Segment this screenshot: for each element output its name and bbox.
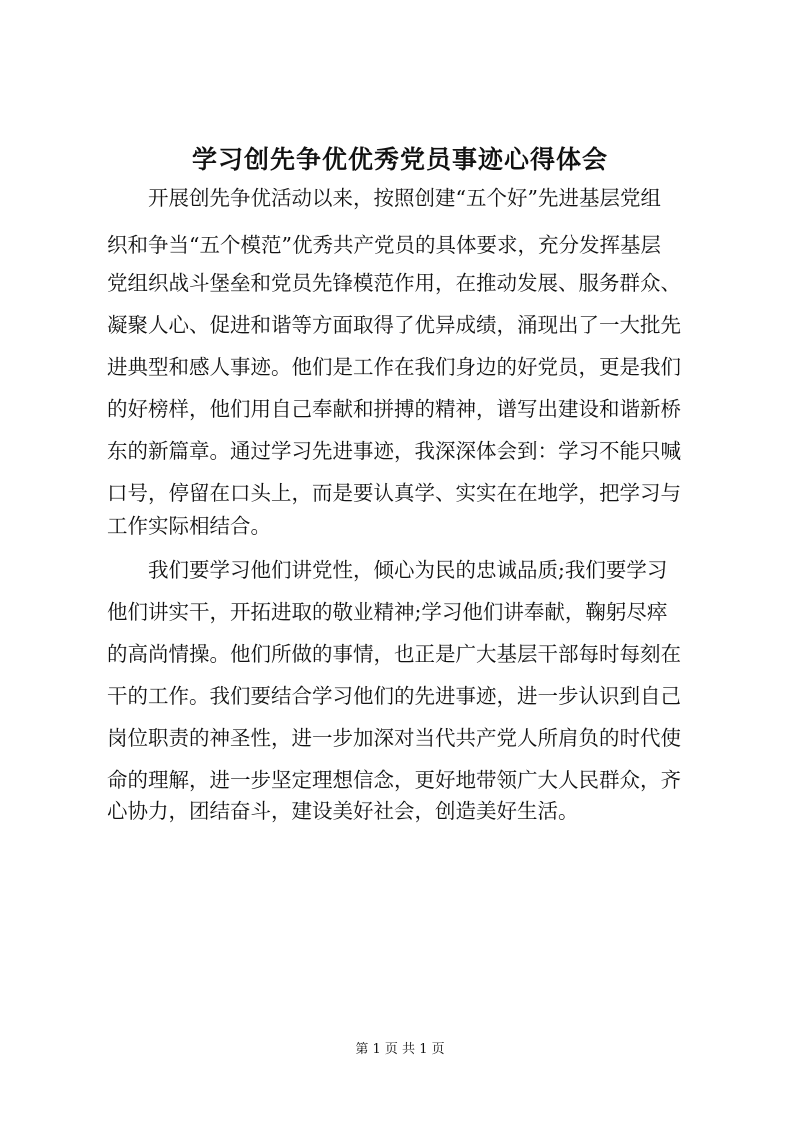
text-line: 岗位职责的神圣性，进一步加深对当代共产党人所肩负的时代使 [107, 726, 681, 750]
text-line: 织和争当“五个模范”优秀共产党员的具体要求，充分发挥基层 [107, 233, 661, 257]
page-title: 学习创先争优优秀党员事迹心得体会 [191, 145, 608, 174]
text-line: 东的新篇章。通过学习先进事迹，我深深体会到：学习不能只喊 [107, 439, 681, 463]
text-line: 党组织战斗堡垒和党员先锋模范作用，在推动发展、服务群众、 [107, 271, 681, 295]
text-line: 的好榜样，他们用自己奉献和拼搏的精神，谱写出建设和谐新桥 [107, 397, 681, 421]
page-footer: 第 1 页 共 1 页 [355, 1042, 445, 1057]
text-line: 开展创先争优活动以来，按照创建“五个好”先进基层党组 [107, 186, 661, 210]
text-line: 口号，停留在口头上，而是要认真学、实实在在地学，把学习与 [107, 481, 681, 505]
text-line: 的高尚情操。他们所做的事情，也正是广大基层干部每时每刻在 [107, 642, 681, 666]
text-line: 他们讲实干，开拓进取的敬业精神;学习他们讲奉献，鞠躬尽瘁 [107, 600, 668, 624]
text-line: 进典型和感人事迹。他们是工作在我们身边的好党员，更是我们 [107, 355, 681, 379]
text-line: 我们要学习他们讲党性，倾心为民的忠诚品质;我们要学习 [107, 558, 668, 582]
text-line: 干的工作。我们要结合学习他们的先进事迹，进一步认识到自己 [107, 684, 681, 708]
text-line: 凝聚人心、促进和谐等方面取得了优异成绩，涌现出了一大批先 [107, 313, 681, 337]
text-line: 心协力，团结奋斗，建设美好社会，创造美好生活。 [107, 799, 579, 823]
text-line: 工作实际相结合。 [107, 514, 271, 538]
text-line: 命的理解，进一步坚定理想信念，更好地带领广大人民群众，齐 [107, 768, 681, 792]
